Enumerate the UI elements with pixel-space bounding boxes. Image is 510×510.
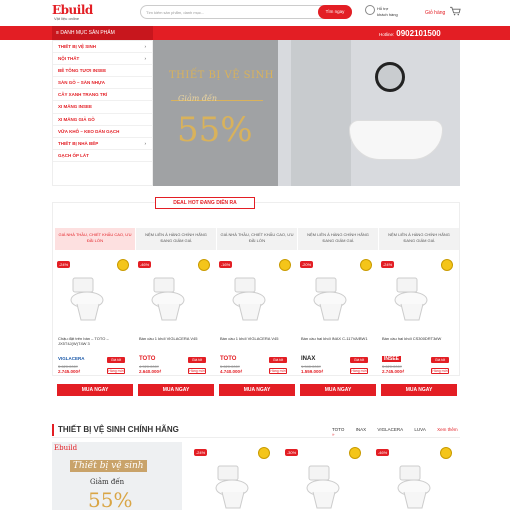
- see-more-link[interactable]: Xem thêm »: [332, 427, 458, 437]
- discount-badge: -46%: [139, 262, 150, 267]
- product-card[interactable]: [217, 258, 297, 374]
- promo-banner[interactable]: [52, 442, 182, 510]
- brand-logo: VIGLACERA: [58, 356, 85, 361]
- sidebar-item-be-tong[interactable]: [53, 65, 152, 77]
- support-label-1: Hỗ trợ: [377, 6, 389, 11]
- deal-tab[interactable]: NỆM LIÊN Á HÀNG CHÍNH HÃNG ĐANG GIẢM GIÁ: [136, 228, 216, 250]
- hotline-number: 0902101500: [396, 29, 441, 38]
- sidebar-item-label: VỮA KHÔ – KEO DÁN GẠCH: [58, 128, 120, 134]
- discount-badge: -24%: [382, 262, 393, 267]
- hot-seal-icon: [198, 259, 210, 271]
- new-tag: Hàng mới: [351, 369, 367, 373]
- hotline[interactable]: [379, 29, 441, 38]
- price-tag: Giá tốt: [350, 357, 368, 363]
- sidebar-item-gach-op-lat[interactable]: [53, 150, 152, 162]
- promo-title: Thiết bị vệ sinh: [70, 460, 147, 472]
- mirror-image: [375, 62, 405, 92]
- cart-label[interactable]: Giỏ hàng: [425, 10, 446, 16]
- new-tag: Hàng mới: [108, 369, 124, 373]
- price-tag: Giá tốt: [431, 357, 449, 363]
- hot-seal-icon: [349, 447, 361, 459]
- product-card[interactable]: [136, 258, 216, 374]
- search-box[interactable]: [140, 5, 352, 19]
- price-tag: Giá tốt: [188, 357, 206, 363]
- product-card[interactable]: [298, 258, 378, 374]
- product-name[interactable]: Bàn cầu hai khối INAX C-117VA/BW1: [301, 336, 368, 341]
- old-price: 4.920.000₫: [139, 364, 159, 369]
- old-price: 3.620.000₫: [382, 364, 402, 369]
- new-price: 2.745.000₫: [382, 369, 405, 374]
- cart-icon[interactable]: [450, 6, 461, 16]
- sidebar-item-label: BÊ TÔNG TƯƠI INSEE: [58, 68, 107, 74]
- old-price: 5.620.000₫: [220, 364, 240, 369]
- site-header: [0, 0, 510, 26]
- tab-luva[interactable]: LUVA: [414, 427, 426, 432]
- toilet-image: [231, 276, 267, 322]
- toilet-image: [396, 464, 432, 510]
- product-card[interactable]: [192, 446, 280, 510]
- deal-tabs: [55, 228, 458, 250]
- search-button[interactable]: Tìm ngay: [318, 5, 352, 19]
- brand-tabs: [332, 427, 460, 437]
- chevron-right-icon: ›: [144, 56, 146, 62]
- new-tag: Hàng mới: [432, 369, 448, 373]
- sidebar-item-label: XI MĂNG INSEE: [58, 104, 93, 110]
- product-card[interactable]: [283, 446, 371, 510]
- sidebar-item-nha-bep[interactable]: [53, 138, 152, 150]
- buy-now-button[interactable]: MUA NGAY: [300, 384, 376, 396]
- product-card[interactable]: [379, 258, 459, 374]
- sidebar-item-xi-mang-insee[interactable]: [53, 101, 152, 113]
- banner-title: THIẾT BỊ VỆ SINH: [169, 70, 274, 81]
- hot-seal-icon: [279, 259, 291, 271]
- sidebar-item-label: GẠCH ỐP LÁT: [58, 152, 89, 158]
- buy-now-button[interactable]: MUA NGAY: [381, 384, 457, 396]
- toilet-image: [69, 276, 105, 322]
- logo-tagline: Vật liệu online: [54, 16, 80, 21]
- section-header: [52, 424, 460, 438]
- buy-now-button[interactable]: MUA NGAY: [219, 384, 295, 396]
- price-tag: Giá tốt: [269, 357, 287, 363]
- discount-badge: -24%: [58, 262, 69, 267]
- sidebar-item-label: XI MĂNG GIẢ GỖ: [58, 116, 95, 122]
- promo-percent: 55%: [88, 488, 133, 510]
- hot-seal-icon: [360, 259, 372, 271]
- category-menu-button[interactable]: ≡ DANH MỤC SẢN PHẨM: [52, 26, 153, 40]
- sidebar-item-noi-that[interactable]: [53, 53, 152, 65]
- sidebar-item-thiet-bi-ve-sinh[interactable]: [53, 41, 152, 53]
- tab-toto[interactable]: TOTO: [332, 427, 345, 432]
- section-title: THIẾT BỊ VỆ SINH CHÍNH HÃNG: [58, 425, 179, 434]
- discount-badge: -46%: [377, 450, 388, 455]
- new-tag: Hàng mới: [189, 369, 205, 373]
- chevron-right-icon: ›: [144, 44, 146, 49]
- toilet-image: [150, 276, 186, 322]
- brand-logo: TOTO: [139, 356, 156, 362]
- product-card[interactable]: [55, 258, 135, 374]
- main-nav: [0, 26, 510, 40]
- sidebar-item-label: SÀN GỖ – SÀN NHỰA: [58, 80, 105, 86]
- bathtub-image: [349, 120, 443, 160]
- sidebar-item-vua-kho[interactable]: [53, 126, 152, 138]
- promo-subtitle: Giảm đến: [90, 478, 125, 486]
- sidebar-item-label: CÂY XANH TRANG TRÍ: [58, 92, 108, 98]
- banner-subtitle: Giảm đến: [178, 94, 218, 103]
- search-input[interactable]: Tìm kiếm sản phẩm, danh mục...: [146, 10, 205, 15]
- deal-tab[interactable]: NỆM LIÊN Á HÀNG CHÍNH HÃNG ĐANG GIẢM GIÁ: [379, 228, 459, 250]
- support-icon: [365, 5, 375, 15]
- sidebar-item-label: NỘI THẤT: [58, 56, 80, 62]
- chevron-right-icon: ›: [144, 140, 146, 146]
- logo[interactable]: Ebuild: [52, 3, 93, 17]
- buy-now-button[interactable]: MUA NGAY: [57, 384, 133, 396]
- support-link[interactable]: [377, 6, 411, 18]
- hot-seal-icon: [440, 447, 452, 459]
- discount-badge: -30%: [286, 450, 297, 455]
- discount-badge: -16%: [220, 262, 231, 267]
- discount-badge: -24%: [195, 450, 206, 455]
- brand-logo: INAX: [301, 356, 316, 362]
- product-card[interactable]: [374, 446, 462, 510]
- hot-seal-icon: [117, 259, 129, 271]
- toilet-image: [393, 276, 429, 322]
- toilet-image: [312, 276, 348, 322]
- category-menu-label: DANH MỤC SẢN PHẨM: [60, 30, 115, 36]
- buy-now-button[interactable]: MUA NGAY: [138, 384, 214, 396]
- sidebar-item-san-go[interactable]: [53, 77, 152, 89]
- new-price: 2.745.000₫: [58, 369, 81, 374]
- brand-logo: TOTO: [220, 356, 237, 362]
- brand-logo: INSEE: [384, 356, 400, 362]
- sidebar-item-label: THIẾT BỊ VỆ SINH: [58, 44, 97, 49]
- deal-title: DEAL HOT ĐANG DIỄN RA: [155, 197, 255, 209]
- hero-banner[interactable]: [153, 40, 460, 186]
- toilet-image: [305, 464, 341, 510]
- new-price: 2.640.000₫: [139, 369, 162, 374]
- hot-seal-icon: [441, 259, 453, 271]
- deal-tab[interactable]: NỆM LIÊN Á HÀNG CHÍNH HÃNG ĐANG GIẢM GIÁ: [298, 228, 378, 250]
- hot-seal-icon: [258, 447, 270, 459]
- price-tag: Giá tốt: [107, 357, 125, 363]
- product-name[interactable]: Chậu đặt trên bàn – TOTO – JX5T4J(W)T4W 3: [58, 336, 109, 346]
- old-price: 3.620.000₫: [58, 364, 78, 369]
- new-tag: Hàng mới: [270, 369, 286, 373]
- new-price: 4.740.000₫: [220, 369, 243, 374]
- toilet-image: [214, 464, 250, 510]
- new-price: 1.559.000₫: [301, 369, 324, 374]
- support-label-2: khách hàng: [377, 12, 398, 17]
- deal-tab[interactable]: GIÁ NHÀ THẦU, CHIẾT KHẤU CAO, ƯU ĐÃI LỚN: [55, 228, 135, 250]
- old-price: 1.940.000₫: [301, 364, 321, 369]
- product-name[interactable]: Bàn cầu 1 khối VIGLACERA V45: [139, 336, 198, 341]
- banner-percent: 55%: [177, 110, 253, 150]
- category-sidebar: [52, 40, 153, 186]
- sidebar-item-xi-mang-gia-go[interactable]: [53, 114, 152, 126]
- tab-inax[interactable]: INAX: [355, 427, 367, 432]
- tab-viglacera[interactable]: VIGLACERA: [377, 427, 404, 432]
- discount-badge: -20%: [301, 262, 312, 267]
- hotline-label: Hotline:: [379, 32, 395, 37]
- promo-logo: Ebuild: [54, 444, 78, 452]
- deal-tab[interactable]: GIÁ NHÀ THẦU, CHIẾT KHẤU CAO, ƯU ĐÃI LỚN: [217, 228, 297, 250]
- product-name[interactable]: Bàn cầu 1 khối VIGLACERA V45: [220, 336, 279, 341]
- product-name[interactable]: Bàn cầu hai khối CS300DRT3#W: [382, 336, 442, 341]
- section-accent-bar: [52, 424, 54, 436]
- sidebar-item-label: THIẾT BỊ NHÀ BẾP: [58, 140, 99, 146]
- shower-glass: [291, 40, 351, 186]
- sidebar-item-cay-xanh[interactable]: [53, 89, 152, 101]
